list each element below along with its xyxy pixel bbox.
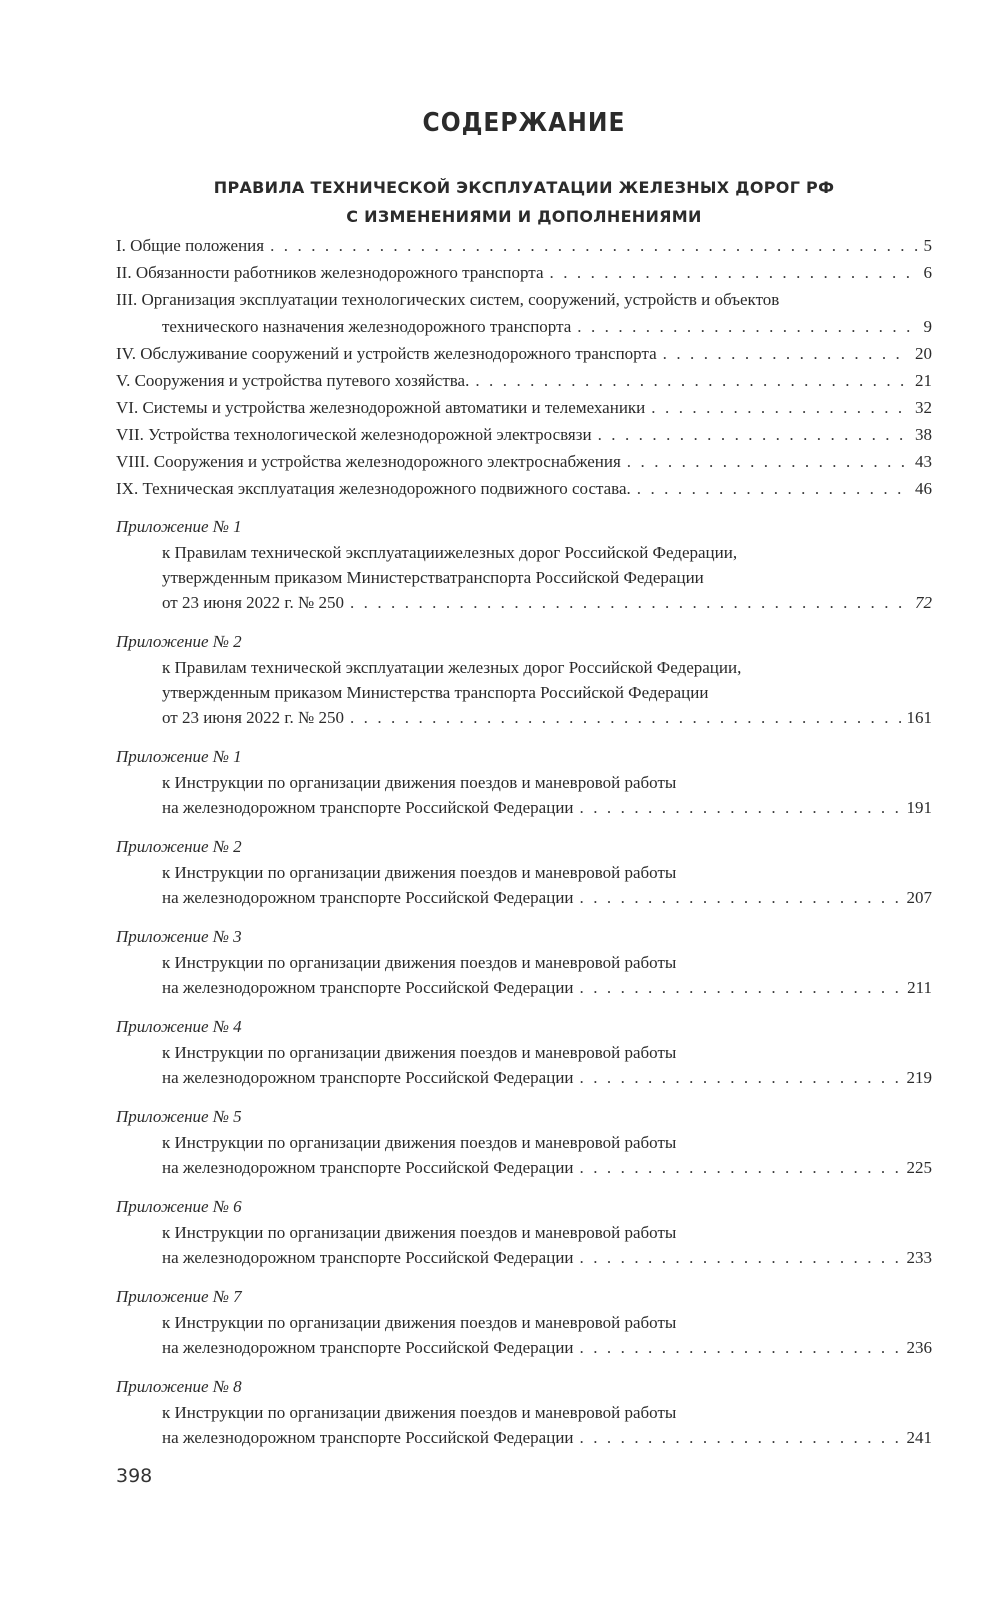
appendix-heading: Приложение № 6 xyxy=(116,1197,242,1216)
appendix-desc-line1: к Правилам технической эксплуатациижелезных дорог Российской Федерации, xyxy=(162,543,738,562)
toc-entry[interactable]: VI. Системы и устройства железнодорожной автоматики и телемеханики . . . 32 xyxy=(116,397,932,419)
leader-dots xyxy=(475,370,909,392)
page-ref: 32 xyxy=(915,398,932,417)
leader-dots xyxy=(350,707,901,729)
leader-dots xyxy=(270,235,917,257)
page-ref: 219 xyxy=(906,1068,932,1087)
appendix-desc-line1: к Инструкции по организации движения поездов и маневровой работы xyxy=(162,773,677,792)
leader-dots xyxy=(663,343,909,365)
section-subtitle-line1: ПРАВИЛА ТЕХНИЧЕСКОЙ ЭКСПЛУАТАЦИИ ЖЕЛЕЗНЫХ ДОРОГ РФ xyxy=(213,178,835,197)
page-ref: 225 xyxy=(906,1158,932,1177)
appendix-heading: Приложение № 7 xyxy=(116,1287,242,1306)
appendix-desc-line1: к Инструкции по организации движения поездов и маневровой работы xyxy=(162,1403,677,1422)
leader-dots xyxy=(580,887,901,909)
appendix-heading: Приложение № 2 xyxy=(116,632,242,651)
toc-entry[interactable]: на железнодорожном транспорте Российской Федерации . . . 219 xyxy=(162,1067,932,1089)
leader-dots xyxy=(350,592,909,614)
page-ref: 211 xyxy=(907,978,932,997)
appendix-desc-line1: к Инструкции по организации движения поездов и маневровой работы xyxy=(162,1223,677,1242)
toc-entry[interactable]: IV. Обслуживание сооружений и устройств железнодорожного транспорта . . . 20 xyxy=(116,343,932,365)
appendix-desc-line1: к Инструкции по организации движения поездов и маневровой работы xyxy=(162,953,677,972)
appendix-desc-line1: к Правилам технической эксплуатации железных дорог Российской Федерации, xyxy=(162,658,742,677)
appendix-desc-line1: к Инструкции по организации движения поездов и маневровой работы xyxy=(162,863,677,882)
toc-entry[interactable]: на железнодорожном транспорте Российской Федерации . . . 241 xyxy=(162,1427,932,1449)
leader-dots xyxy=(577,316,917,338)
toc-entry[interactable]: технического назначения железнодорожного транспорта . . . 9 xyxy=(162,316,932,338)
section-subtitle-line2: С ИЗМЕНЕНИЯМИ И ДОПОЛНЕНИЯМИ xyxy=(346,207,702,226)
page-title: СОДЕРЖАНИЕ xyxy=(422,108,626,138)
toc-entry[interactable]: VIII. Сооружения и устройства железнодорожного электроснабжения . . . 43 xyxy=(116,451,932,473)
leader-dots xyxy=(598,424,909,446)
toc-entry[interactable]: на железнодорожном транспорте Российской Федерации . . . 191 xyxy=(162,797,932,819)
toc-entry[interactable]: на железнодорожном транспорте Российской Федерации . . . 211 xyxy=(162,977,932,999)
page-number: 398 xyxy=(116,1465,153,1487)
appendix-desc-line1: к Инструкции по организации движения поездов и маневровой работы xyxy=(162,1133,677,1152)
page-ref: 38 xyxy=(915,425,932,444)
page-ref: 6 xyxy=(923,263,932,282)
page-ref: 72 xyxy=(915,593,932,612)
toc-entry[interactable]: на железнодорожном транспорте Российской Федерации . . . 236 xyxy=(162,1337,932,1359)
toc-entry[interactable]: на железнодорожном транспорте Российской Федерации . . . 225 xyxy=(162,1157,932,1179)
leader-dots xyxy=(637,478,909,500)
leader-dots xyxy=(580,1427,901,1449)
appendix-heading: Приложение № 1 xyxy=(116,517,242,536)
leader-dots xyxy=(580,797,901,819)
leader-dots xyxy=(580,1247,901,1269)
toc-entry[interactable]: II. Обязанности работников железнодорожного транспорта . . . 6 xyxy=(116,262,932,284)
leader-dots xyxy=(580,1067,901,1089)
leader-dots xyxy=(651,397,909,419)
toc-entry-line1[interactable]: III. Организация эксплуатации технологических систем, сооружений, устройств и объектов xyxy=(116,290,780,309)
toc-entry[interactable]: IX. Техническая эксплуатация железнодорожного подвижного состава. . . . 46 xyxy=(116,478,932,500)
page-ref: 46 xyxy=(915,479,932,498)
leader-dots xyxy=(580,1157,901,1179)
toc-entry[interactable]: VII. Устройства технологической железнодорожной электросвязи . . . 38 xyxy=(116,424,932,446)
page-ref: 20 xyxy=(915,344,932,363)
appendix-heading: Приложение № 4 xyxy=(116,1017,242,1036)
page-ref: 161 xyxy=(906,708,932,727)
toc-entry[interactable]: от 23 июня 2022 г. № 250 . . . 72 xyxy=(162,592,932,614)
leader-dots xyxy=(580,1337,901,1359)
appendix-heading: Приложение № 3 xyxy=(116,927,242,946)
page-ref: 5 xyxy=(923,236,932,255)
page-ref: 191 xyxy=(906,798,932,817)
toc-entry[interactable]: на железнодорожном транспорте Российской Федерации . . . 207 xyxy=(162,887,932,909)
page-ref: 241 xyxy=(906,1428,932,1447)
appendix-desc-line2: утвержденным приказом Министерства транспорта Российской Федерации xyxy=(162,683,709,702)
page-ref: 43 xyxy=(915,452,932,471)
appendix-desc-line1: к Инструкции по организации движения поездов и маневровой работы xyxy=(162,1043,677,1062)
appendix-heading: Приложение № 5 xyxy=(116,1107,242,1126)
appendix-desc-line2: утвержденным приказом Министерстватранспорта Российской Федерации xyxy=(162,568,704,587)
toc-entry[interactable]: на железнодорожном транспорте Российской Федерации . . . 233 xyxy=(162,1247,932,1269)
page-ref: 207 xyxy=(906,888,932,907)
appendix-heading: Приложение № 1 xyxy=(116,747,242,766)
toc-entry[interactable]: от 23 июня 2022 г. № 250 . . . 161 xyxy=(162,707,932,729)
appendix-heading: Приложение № 8 xyxy=(116,1377,242,1396)
page-ref: 236 xyxy=(906,1338,932,1357)
appendix-heading: Приложение № 2 xyxy=(116,837,242,856)
leader-dots xyxy=(580,977,902,999)
leader-dots xyxy=(550,262,918,284)
page-ref: 233 xyxy=(906,1248,932,1267)
page-ref: 9 xyxy=(923,317,932,336)
toc-entry[interactable]: V. Сооружения и устройства путевого хозяйства. . . . 21 xyxy=(116,370,932,392)
leader-dots xyxy=(627,451,909,473)
page-ref: 21 xyxy=(915,371,932,390)
appendix-desc-line1: к Инструкции по организации движения поездов и маневровой работы xyxy=(162,1313,677,1332)
toc-entry[interactable]: I. Общие положения . . . 5 xyxy=(116,235,932,257)
